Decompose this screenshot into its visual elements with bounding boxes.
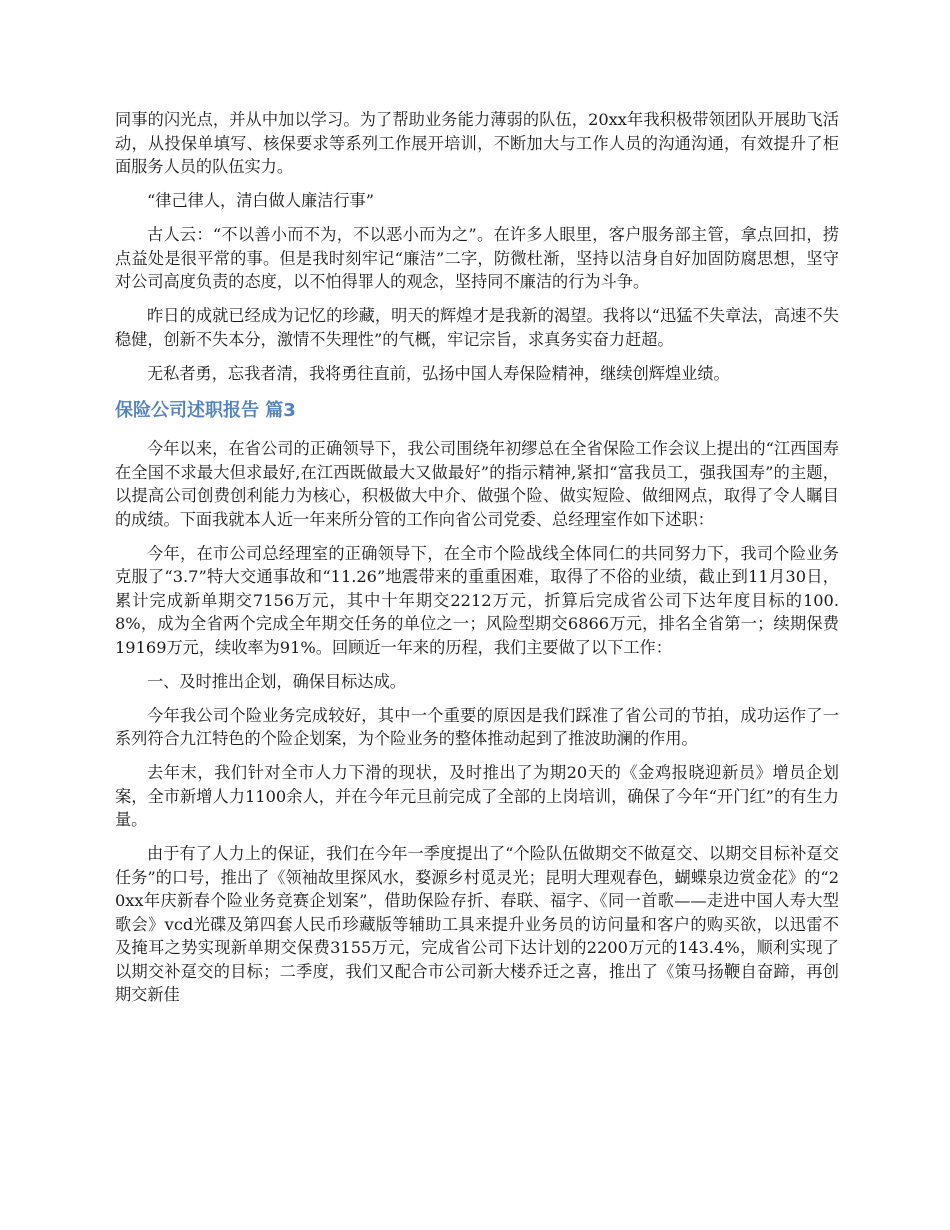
- paragraph: 今年，在市公司总经理室的正确领导下，在全市个险战线全体同仁的共同努力下，我司个险业务克服了“3.7”特大交通事故和“11.26”地震带来的重重困难，取得了不俗的业绩，截止到11月30日，累计完成新单期交7156万元，其中十年期交2212万元，折算后完成省公司下达年度目标的100.8%，成为全省两个完成全年期交任务的单位之一；风险型期交6866万元，排名全省第一；续期保费19169万元，续收率为91%。回顾近一年来的历程，我们主要做了以下工作：: [115, 543, 839, 657]
- paragraph: 一、及时推出企划，确保目标达成。: [147, 671, 406, 691]
- paragraph: 昨日的成就已经成为记忆的珍藏，明天的辉煌才是我新的渴望。我将以“迅猛不失章法，高速不失稳健，创新不失本分，激情不失理性”的气概，牢记宗旨，求真务实奋力赶超。: [115, 306, 839, 349]
- paragraph: 同事的闪光点，并从中加以学习。为了帮助业务能力薄弱的队伍，20xx年我积极带领团队开展助飞活动，从投保单填写、核保要求等系列工作展开培训，不断加大与工作人员的沟通沟通，有效提升了柜面服务人员的队伍实力。: [115, 110, 839, 176]
- paragraph: 无私者勇，忘我者清，我将勇往直前，弘扬中国人寿保险精神，继续创辉煌业绩。: [147, 363, 730, 383]
- paragraph: 去年末，我们针对全市人力下滑的现状，及时推出了为期20天的《金鸡报晓迎新员》增员企划案，全市新增人力1100余人，并在今年元旦前完成了全部的上岗培训，确保了今年“开门红”的有生力量。: [115, 763, 839, 829]
- paragraph: 今年以来，在省公司的正确领导下，我公司围绕年初缪总在全省保险工作会议上提出的“江西国寿在全国不求最大但求最好,在江西既做最大又做最好”的指示精神,紧扣“富我员工，强我国寿”的主题，以提高公司创费创利能力为核心，积极做大中介、做强个险、做实短险、做细网点，取得了令人瞩目的成绩。下面我就本人近一年来所分管的工作向省公司党委、总经理室作如下述职：: [115, 439, 839, 529]
- paragraph: 古人云：“不以善小而不为，不以恶小而为之”。在许多人眼里，客户服务部主管，拿点回扣，捞点益处是很平常的事。但是我时刻牢记“廉洁”二字，防微杜渐，坚持以洁身自好加固防腐思想，坚守对公司高度负责的态度，以不怕得罪人的观念，坚持同不廉洁的行为斗争。: [115, 225, 839, 291]
- section-heading: 保险公司述职报告 篇3: [115, 400, 296, 421]
- paragraph: 由于有了人力上的保证，我们在今年一季度提出了“个险队伍做期交不做趸交、以期交目标补趸交任务”的口号，推出了《领袖故里探风水，婺源乡村觅灵光；昆明大理观春色，蝴蝶泉边赏金花》的“20xx年庆新春个险业务竞赛企划案”，借助保险存折、春联、福字、《同一首歌——走进中国人寿大型歌会》vcd光碟及第四套人民币珍藏版等辅助工具来提升业务员的访问量和客户的购买欲，以迅雷不及掩耳之势实现新单期交保费3155万元，完成省公司下达计划的2200万元的143.4%，顺利实现了以期交补趸交的目标；二季度，我们又配合市公司新大楼乔迁之喜，推出了《策马扬鞭自奋蹄，再创期交新佳: [115, 844, 839, 1004]
- paragraph: “律己律人，清白做人廉洁行事”: [147, 191, 374, 210]
- document-body: [115, 108, 839, 1017]
- paragraph: 今年我公司个险业务完成较好，其中一个重要的原因是我们踩准了省公司的节拍，成功运作了一系列符合九江特色的个险企划案，为个险业务的整体推动起到了推波助澜的作用。: [115, 705, 839, 748]
